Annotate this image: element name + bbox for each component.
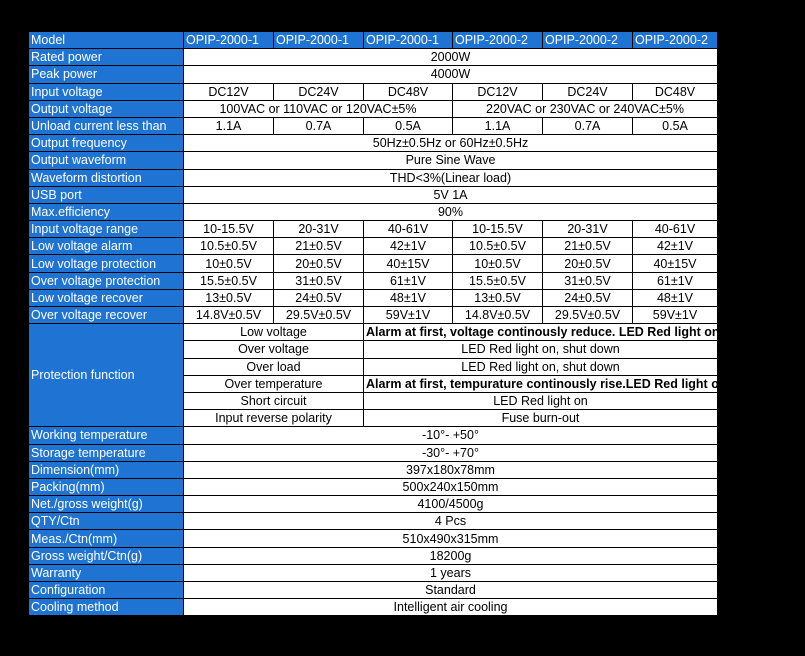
protection-item-desc: LED Red light on, shut down bbox=[364, 341, 718, 358]
protection-item-desc: Fuse burn-out bbox=[364, 410, 718, 427]
row-label: Peak power bbox=[29, 66, 184, 83]
row-value: 0.5A bbox=[364, 117, 453, 134]
row-value: 0.7A bbox=[274, 117, 364, 134]
storage-temperature-row bbox=[29, 444, 718, 461]
row-label: Configuration bbox=[29, 582, 184, 599]
warranty-row bbox=[29, 564, 718, 581]
protection-item-name: Over voltage bbox=[184, 341, 364, 358]
row-value: 1 years bbox=[184, 564, 718, 581]
model-cell: OPIP-2000-2 bbox=[633, 32, 718, 49]
row-value: 31±0.5V bbox=[274, 272, 364, 289]
row-value: 13±0.5V bbox=[453, 289, 543, 306]
model-cell: OPIP-2000-1 bbox=[364, 32, 453, 49]
row-value: DC12V bbox=[184, 83, 274, 100]
output-waveform-row bbox=[29, 152, 718, 169]
row-value: 21±0.5V bbox=[543, 238, 633, 255]
row-value: 18200g bbox=[184, 547, 718, 564]
row-label: Output frequency bbox=[29, 135, 184, 152]
protection-item-desc: Alarm at first, voltage continously reduce. LED Red light on & shut down. bbox=[364, 324, 718, 341]
row-value: 40-61V bbox=[633, 221, 718, 238]
row-value: 220VAC or 230VAC or 240VAC±5% bbox=[453, 100, 718, 117]
row-value: 397x180x78mm bbox=[184, 461, 718, 478]
row-value: 42±1V bbox=[633, 238, 718, 255]
row-value: 10-15.5V bbox=[453, 221, 543, 238]
row-value: 100VAC or 110VAC or 120VAC±5% bbox=[184, 100, 453, 117]
row-value: 61±1V bbox=[364, 272, 453, 289]
unload-current-row bbox=[29, 117, 718, 134]
row-label: Low voltage protection bbox=[29, 255, 184, 272]
max-efficiency-row bbox=[29, 203, 718, 220]
row-value: 0.5A bbox=[633, 117, 718, 134]
row-value: 2000W bbox=[184, 49, 718, 66]
row-value: 20±0.5V bbox=[543, 255, 633, 272]
rated-power-row bbox=[29, 49, 718, 66]
row-value: 13±0.5V bbox=[184, 289, 274, 306]
row-value: Intelligent air cooling bbox=[184, 599, 718, 616]
row-value: 10±0.5V bbox=[184, 255, 274, 272]
row-label: Input voltage bbox=[29, 83, 184, 100]
low-voltage-alarm-row bbox=[29, 238, 718, 255]
row-value: 24±0.5V bbox=[274, 289, 364, 306]
output-voltage-row bbox=[29, 100, 718, 117]
row-label: Meas./Ctn(mm) bbox=[29, 530, 184, 547]
row-label: Over voltage recover bbox=[29, 307, 184, 324]
row-value: 21±0.5V bbox=[274, 238, 364, 255]
protection-item-name: Input reverse polarity bbox=[184, 410, 364, 427]
row-value: 42±1V bbox=[364, 238, 453, 255]
row-value: 4100/4500g bbox=[184, 496, 718, 513]
protection-item-desc: LED Red light on bbox=[364, 392, 718, 409]
row-label: Net./gross weight(g) bbox=[29, 496, 184, 513]
row-value: 1.1A bbox=[453, 117, 543, 134]
row-label: Max.efficiency bbox=[29, 203, 184, 220]
row-value: 29.5V±0.5V bbox=[274, 307, 364, 324]
protection-item-name: Short circuit bbox=[184, 392, 364, 409]
gross-weight-ctn-row bbox=[29, 547, 718, 564]
protection-item-desc: LED Red light on, shut down bbox=[364, 358, 718, 375]
row-label: Packing(mm) bbox=[29, 478, 184, 495]
protection-label: Protection function bbox=[29, 324, 184, 427]
row-value: 14.8V±0.5V bbox=[453, 307, 543, 324]
row-label: Storage temperature bbox=[29, 444, 184, 461]
working-temperature-row bbox=[29, 427, 718, 444]
row-value: Standard bbox=[184, 582, 718, 599]
row-value: 40±15V bbox=[633, 255, 718, 272]
usb-port-row bbox=[29, 186, 718, 203]
row-value: 40±15V bbox=[364, 255, 453, 272]
protection-item-desc: Alarm at first, tempurature continously rise.LED Red light on & shut down bbox=[364, 375, 718, 392]
input-voltage-row bbox=[29, 83, 718, 100]
row-value: 500x240x150mm bbox=[184, 478, 718, 495]
row-label: USB port bbox=[29, 186, 184, 203]
model-cell: OPIP-2000-1 bbox=[184, 32, 274, 49]
protection-item-name: Over temperature bbox=[184, 375, 364, 392]
over-voltage-recover-row bbox=[29, 307, 718, 324]
row-value: 59V±1V bbox=[633, 307, 718, 324]
row-value: 29.5V±0.5V bbox=[543, 307, 633, 324]
row-label: Warranty bbox=[29, 564, 184, 581]
row-value: 40-61V bbox=[364, 221, 453, 238]
low-voltage-protection-row bbox=[29, 255, 718, 272]
row-label: Over voltage protection bbox=[29, 272, 184, 289]
row-value: DC24V bbox=[274, 83, 364, 100]
row-value: THD<3%(Linear load) bbox=[184, 169, 718, 186]
row-label: Rated power bbox=[29, 49, 184, 66]
row-value: 4000W bbox=[184, 66, 718, 83]
row-value: 20-31V bbox=[543, 221, 633, 238]
row-value: 10.5±0.5V bbox=[184, 238, 274, 255]
row-label: Cooling method bbox=[29, 599, 184, 616]
row-value: 50Hz±0.5Hz or 60Hz±0.5Hz bbox=[184, 135, 718, 152]
row-value: 0.7A bbox=[543, 117, 633, 134]
row-value: 5V 1A bbox=[184, 186, 718, 203]
waveform-distortion-row bbox=[29, 169, 718, 186]
row-label: Dimension(mm) bbox=[29, 461, 184, 478]
row-value: 48±1V bbox=[364, 289, 453, 306]
row-value: 15.5±0.5V bbox=[184, 272, 274, 289]
row-value: 1.1A bbox=[184, 117, 274, 134]
configuration-row bbox=[29, 582, 718, 599]
row-value: 10±0.5V bbox=[453, 255, 543, 272]
row-label: Low voltage recover bbox=[29, 289, 184, 306]
low-voltage-recover-row bbox=[29, 289, 718, 306]
row-label: Unload current less than bbox=[29, 117, 184, 134]
header-row bbox=[29, 32, 718, 49]
row-label: Working temperature bbox=[29, 427, 184, 444]
row-value: 510x490x315mm bbox=[184, 530, 718, 547]
row-label: Gross weight/Ctn(g) bbox=[29, 547, 184, 564]
row-value: -30°- +70° bbox=[184, 444, 718, 461]
row-value: 31±0.5V bbox=[543, 272, 633, 289]
net-gross-weight-row bbox=[29, 496, 718, 513]
peak-power-row bbox=[29, 66, 718, 83]
model-cell: OPIP-2000-1 bbox=[274, 32, 364, 49]
row-value: 14.8V±0.5V bbox=[184, 307, 274, 324]
row-value: 24±0.5V bbox=[543, 289, 633, 306]
row-value: Pure Sine Wave bbox=[184, 152, 718, 169]
row-label: Output voltage bbox=[29, 100, 184, 117]
protection-row bbox=[29, 324, 718, 341]
row-value: 10.5±0.5V bbox=[453, 238, 543, 255]
protection-item-name: Low voltage bbox=[184, 324, 364, 341]
row-label: Output waveform bbox=[29, 152, 184, 169]
output-frequency-row bbox=[29, 135, 718, 152]
row-label: QTY/Ctn bbox=[29, 513, 184, 530]
row-value: DC48V bbox=[364, 83, 453, 100]
row-value: -10°- +50° bbox=[184, 427, 718, 444]
qty-ctn-row bbox=[29, 513, 718, 530]
row-label: Input voltage range bbox=[29, 221, 184, 238]
protection-item-name: Over load bbox=[184, 358, 364, 375]
row-value: 59V±1V bbox=[364, 307, 453, 324]
cooling-method-row bbox=[29, 599, 718, 616]
row-value: 61±1V bbox=[633, 272, 718, 289]
over-voltage-protection-row bbox=[29, 272, 718, 289]
row-value: 10-15.5V bbox=[184, 221, 274, 238]
row-value: 4 Pcs bbox=[184, 513, 718, 530]
row-value: DC48V bbox=[633, 83, 718, 100]
spec-table bbox=[28, 31, 805, 616]
model-cell: OPIP-2000-2 bbox=[453, 32, 543, 49]
packing-row bbox=[29, 478, 718, 495]
meas-ctn-row bbox=[29, 530, 718, 547]
row-value: DC24V bbox=[543, 83, 633, 100]
row-label: Waveform distortion bbox=[29, 169, 184, 186]
row-value: 20±0.5V bbox=[274, 255, 364, 272]
row-value: 20-31V bbox=[274, 221, 364, 238]
input-voltage-range-row bbox=[29, 221, 718, 238]
row-value: DC12V bbox=[453, 83, 543, 100]
row-label: Low voltage alarm bbox=[29, 238, 184, 255]
model-cell: OPIP-2000-2 bbox=[543, 32, 633, 49]
header-label: Model bbox=[29, 32, 184, 49]
row-value: 15.5±0.5V bbox=[453, 272, 543, 289]
row-value: 90% bbox=[184, 203, 718, 220]
row-value: 48±1V bbox=[633, 289, 718, 306]
dimension-row bbox=[29, 461, 718, 478]
